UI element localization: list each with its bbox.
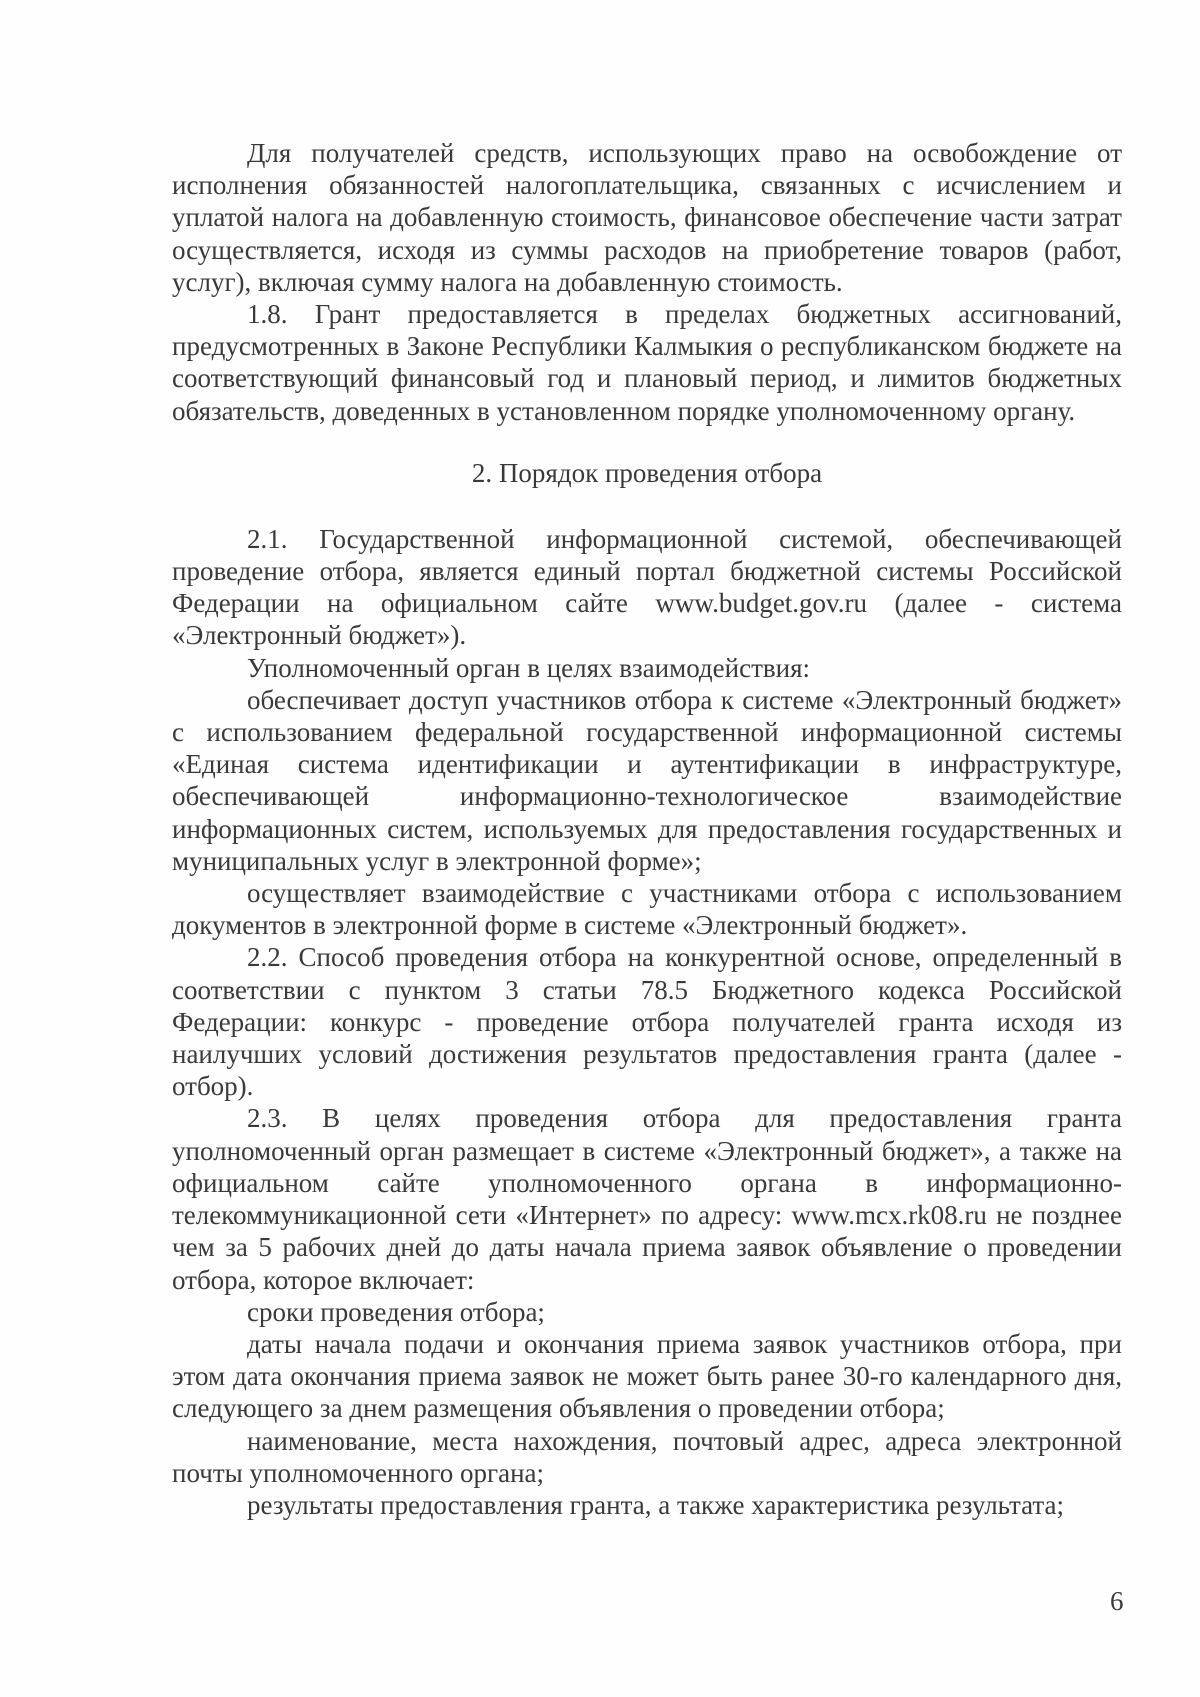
paragraph-2-1: 2.1. Государственной информационной системой, обеспечивающей проведение отбора, является единый портал бюджетной системы Российской Федерации на официальном сайте www.budget.gov.ru (далее - система «Электронный бюджет»). xyxy=(172,523,1122,651)
page-number: 6 xyxy=(1110,1586,1124,1616)
document-body xyxy=(172,137,1122,1521)
paragraph-1-8: 1.8. Грант предоставляется в пределах бюджетных ассигнований, предусмотренных в Законе Республики Калмыкия о республиканском бюджете на соответствующий финансовый год и плановый период, и лимитов бюджетных обязательств, доведенных в установленном порядке уполномоченному органу. xyxy=(172,299,1122,426)
paragraph-vat-exemption: Для получателей средств, использующих право на освобождение от исполнения обязанностей налогоплательщика, связанных с исчислением и уплатой налога на добавленную стоимость, финансовое обеспечение части затрат осуществляется, исходя из суммы расходов на приобретение товаров (работ, услуг), включая сумму налога на добавленную стоимость. xyxy=(172,138,1122,297)
paragraph-interaction: осуществляет взаимодействие с участниками отбора с использованием документов в электронной форме в системе «Электронный бюджет». xyxy=(172,878,1122,941)
paragraph-authority-intro: Уполномоченный орган в целях взаимодействия: xyxy=(247,652,810,683)
paragraph-2-3: 2.3. В целях проведения отбора для предоставления гранта уполномоченный орган размещает в системе «Электронный бюджет», а также на официальном сайте уполномоченного органа в информационно-телекоммуникационной сети «Интернет» по адресу: www.mcx.rk08.ru не позднее чем за 5 рабочих дней до даты начала приема заявок объявление о проведении отбора, которое включает: xyxy=(172,1103,1122,1295)
paragraph-access: обеспечивает доступ участников отбора к системе «Электронный бюджет» с использованием федеральной государственной информационной системы «Единая система идентификации и аутентификации в инфраструктуре, обеспечивающей информационно-технологическое взаимодействие информационных систем, используемых для предоставления государственных и муниципальных услуг в электронной форме»; xyxy=(172,684,1122,876)
paragraph-dates: даты начала подачи и окончания приема заявок участников отбора, при этом дата окончания приема заявок не может быть ранее 30-го календарного дня, следующего за днем размещения объявления о проведении отбора; xyxy=(172,1328,1122,1424)
section-title: 2. Порядок проведения отбора xyxy=(471,457,823,488)
paragraph-contacts: наименование, места нахождения, почтовый адрес, адреса электронной почты уполномоченного органа; xyxy=(172,1425,1122,1488)
paragraph-2-2: 2.2. Способ проведения отбора на конкурентной основе, определенный в соответствии с пунктом 3 статьи 78.5 Бюджетного кодекса Российской Федерации: конкурс - проведение отбора получателей гранта исходя из наилучших условий достижения результатов предоставления гранта (далее - отбор). xyxy=(172,942,1122,1102)
paragraph-results: результаты предоставления гранта, а также характеристика результата; xyxy=(247,1489,1065,1520)
paragraph-terms: сроки проведения отбора; xyxy=(247,1296,545,1327)
